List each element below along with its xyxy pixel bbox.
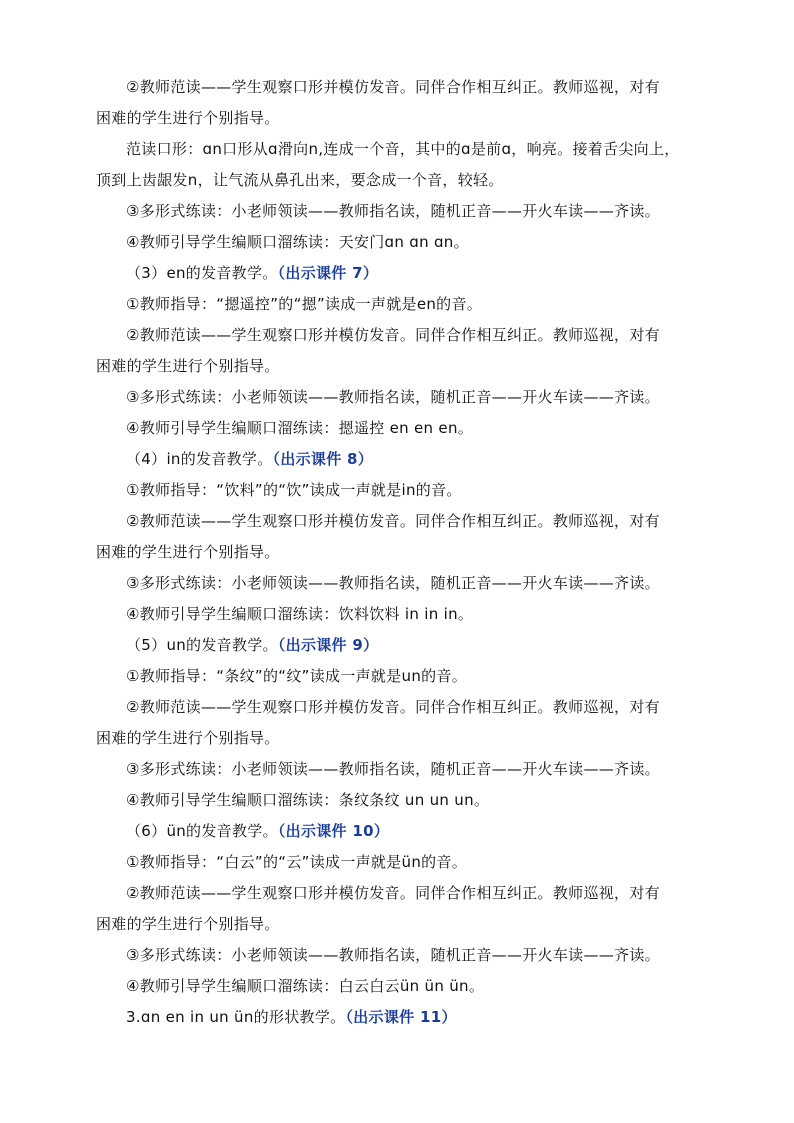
paragraph-line: ④教师引导学生编顺口溜练读：饮料饮料 in in in。 <box>126 605 474 623</box>
paragraph-line: ②教师范读——学生观察口形并模仿发音。同伴合作相互纠正。教师巡视，对有 <box>126 698 660 716</box>
paragraph-line: ④教师引导学生编顺口溜练读：白云白云ün ün ün。 <box>126 977 485 995</box>
paragraph-line: 困难的学生进行个别指导。 <box>96 109 280 127</box>
paragraph-line: 范读口形：ɑn口形从ɑ滑向n,连成一个音，其中的ɑ是前ɑ，响亮。接着舌尖向上， <box>126 140 680 158</box>
courseware-reference: （出示课件 11） <box>345 1008 457 1026</box>
paragraph-line: ③多形式练读：小老师领读——教师指名读，随机正音——开火车读——齐读。 <box>126 202 660 220</box>
paragraph-line: ①教师指导：“条纹”的“纹”读成一声就是un的音。 <box>126 667 468 685</box>
paragraph-line: ③多形式练读：小老师领读——教师指名读，随机正音——开火车读——齐读。 <box>126 574 660 592</box>
paragraph-line: ③多形式练读：小老师领读——教师指名读，随机正音——开火车读——齐读。 <box>126 388 660 406</box>
section-heading: 3.ɑn en in un ün的形状教学。（出示课件 11） <box>126 1008 457 1026</box>
section-heading: （5）un的发音教学。（出示课件 9） <box>126 636 379 654</box>
section-heading: （6）ün的发音教学。（出示课件 10） <box>126 822 390 840</box>
paragraph-line: 困难的学生进行个别指导。 <box>96 729 280 747</box>
paragraph-line: ①教师指导：“白云”的“云”读成一声就是ün的音。 <box>126 853 468 871</box>
paragraph-line: ②教师范读——学生观察口形并模仿发音。同伴合作相互纠正。教师巡视，对有 <box>126 884 660 902</box>
section-heading: （4）in的发音教学。（出示课件 8） <box>126 450 374 468</box>
courseware-reference: （出示课件 7） <box>277 264 379 282</box>
paragraph-line: ③多形式练读：小老师领读——教师指名读，随机正音——开火车读——齐读。 <box>126 946 660 964</box>
paragraph-line: 困难的学生进行个别指导。 <box>96 915 280 933</box>
paragraph-line: ④教师引导学生编顺口溜练读：天安门ɑn ɑn ɑn。 <box>126 233 469 251</box>
courseware-reference: （出示课件 9） <box>277 636 379 654</box>
paragraph-line: 顶到上齿龈发n，让气流从鼻孔出来，要念成一个音，较轻。 <box>96 171 504 189</box>
paragraph-line: ②教师范读——学生观察口形并模仿发音。同伴合作相互纠正。教师巡视，对有 <box>126 78 660 96</box>
paragraph-line: ④教师引导学生编顺口溜练读：条纹条纹 un un un。 <box>126 791 490 809</box>
paragraph-line: ①教师指导：“饮料”的“饮”读成一声就是in的音。 <box>126 481 462 499</box>
courseware-reference: （出示课件 8） <box>272 450 374 468</box>
paragraph-line: ①教师指导：“摁遥控”的“摁”读成一声就是en的音。 <box>126 295 483 313</box>
courseware-reference: （出示课件 10） <box>277 822 390 840</box>
paragraph-line: ③多形式练读：小老师领读——教师指名读，随机正音——开火车读——齐读。 <box>126 760 660 778</box>
paragraph-line: ②教师范读——学生观察口形并模仿发音。同伴合作相互纠正。教师巡视，对有 <box>126 512 660 530</box>
paragraph-line: 困难的学生进行个别指导。 <box>96 543 280 561</box>
paragraph-line: 困难的学生进行个别指导。 <box>96 357 280 375</box>
paragraph-line: ④教师引导学生编顺口溜练读：摁遥控 en en en。 <box>126 419 474 437</box>
section-heading: （3）en的发音教学。（出示课件 7） <box>126 264 379 282</box>
paragraph-line: ②教师范读——学生观察口形并模仿发音。同伴合作相互纠正。教师巡视，对有 <box>126 326 660 344</box>
